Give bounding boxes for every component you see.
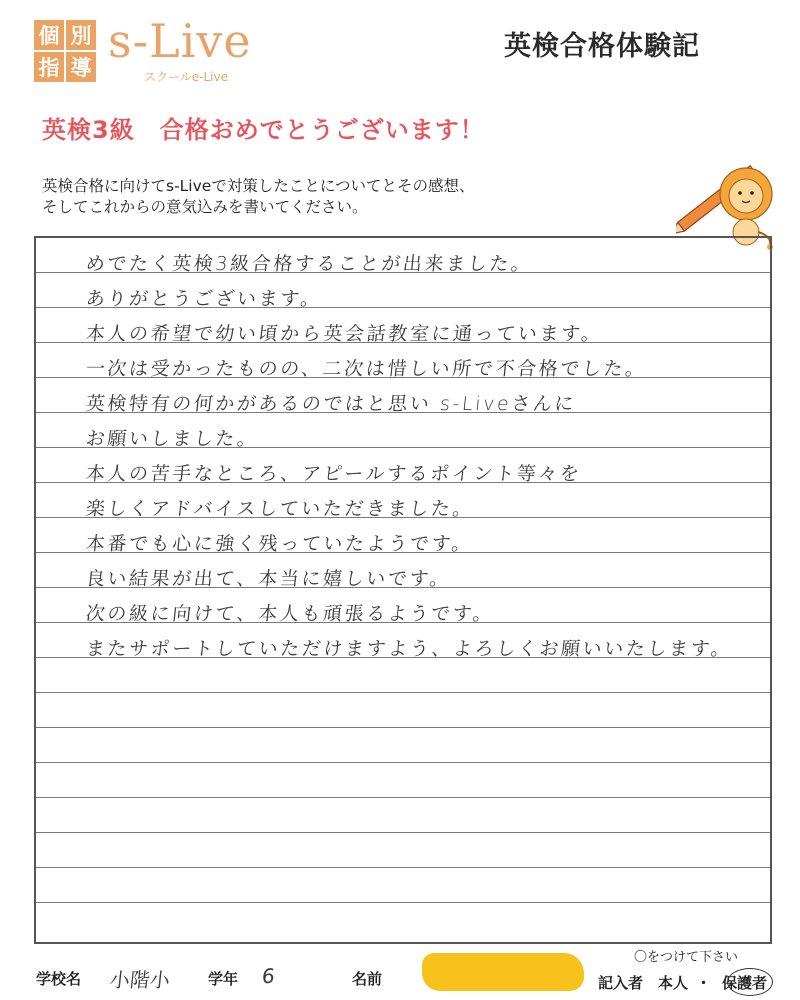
ruled-line: [36, 762, 770, 763]
handwritten-line: 一次は受かったものの、二次は惜しい所で不合格でした。: [84, 358, 648, 380]
instructions-line-2: そしてこれからの意気込みを書いてください。: [42, 198, 368, 216]
handwritten-line: 良い結果が出て、本当に嬉しいです。: [84, 568, 453, 590]
handwritten-line: 次の級に向けて、本人も頑張るようです。: [84, 603, 496, 625]
handwritten-line: またサポートしていただけますよう、よろしくお願いいたします。: [84, 638, 734, 660]
writer-separator: ・: [696, 974, 712, 992]
logo-kanji-2: 別: [66, 20, 96, 50]
ruled-line: [36, 727, 770, 728]
handwritten-line: 本人の苦手なところ、アピールするポイント等々を: [84, 463, 583, 485]
school-value: 小階小: [108, 968, 172, 992]
logo-brand-name: s-Live: [108, 14, 252, 68]
writer-guardian-option: 保護者: [722, 974, 768, 992]
ruled-line: [36, 832, 770, 833]
congratulations-banner: 英検3級 合格おめでとうございます！: [42, 116, 485, 144]
school-label: 学校名: [36, 970, 82, 988]
grade-label: 学年: [208, 970, 239, 988]
handwritten-line: 楽しくアドバイスしていただきました。: [84, 498, 476, 520]
writer-self-option: 本人: [658, 974, 689, 992]
ruled-line: [36, 797, 770, 798]
logo-brand-sub: スクールe-Live: [144, 70, 228, 84]
handwritten-line: 本人の希望で幼い頃から英会話教室に通っています。: [84, 323, 604, 345]
logo-kanji-block: [34, 20, 96, 82]
handwritten-line: お願いしました。: [84, 428, 260, 450]
logo-kanji-4: 導: [66, 52, 96, 82]
lion-with-pencil-icon: [676, 150, 788, 250]
ruled-line: [36, 692, 770, 693]
writer-label: 記入者: [598, 974, 644, 992]
ruled-line: [36, 902, 770, 903]
essay-sheet: [34, 236, 772, 944]
name-label: 名前: [352, 970, 383, 988]
handwritten-line: めでたく英検3級合格することが出来ました。: [84, 253, 534, 275]
name-redaction: [422, 953, 584, 991]
s-live-logo: [34, 14, 274, 86]
circle-instruction: 〇をつけて下さい: [634, 950, 739, 965]
instructions-line-1: 英検合格に向けてs-Liveで対策したことについてとその感想、: [42, 177, 475, 195]
logo-kanji-1: 個: [34, 20, 64, 50]
document-title: 英検合格体験記: [504, 31, 700, 62]
handwritten-line: ありがとうございます。: [84, 288, 324, 310]
logo-kanji-3: 指: [34, 52, 64, 82]
ruled-line: [36, 867, 770, 868]
guardian-circle-mark: [727, 968, 773, 996]
handwritten-line: 英検特有の何かがあるのではと思い s-Liveさんに: [84, 393, 578, 415]
handwritten-line: 本番でも心に強く残っていたようです。: [84, 533, 475, 555]
instructions-text: [42, 176, 475, 218]
grade-value: 6: [260, 964, 276, 988]
footer-info: [34, 944, 772, 996]
